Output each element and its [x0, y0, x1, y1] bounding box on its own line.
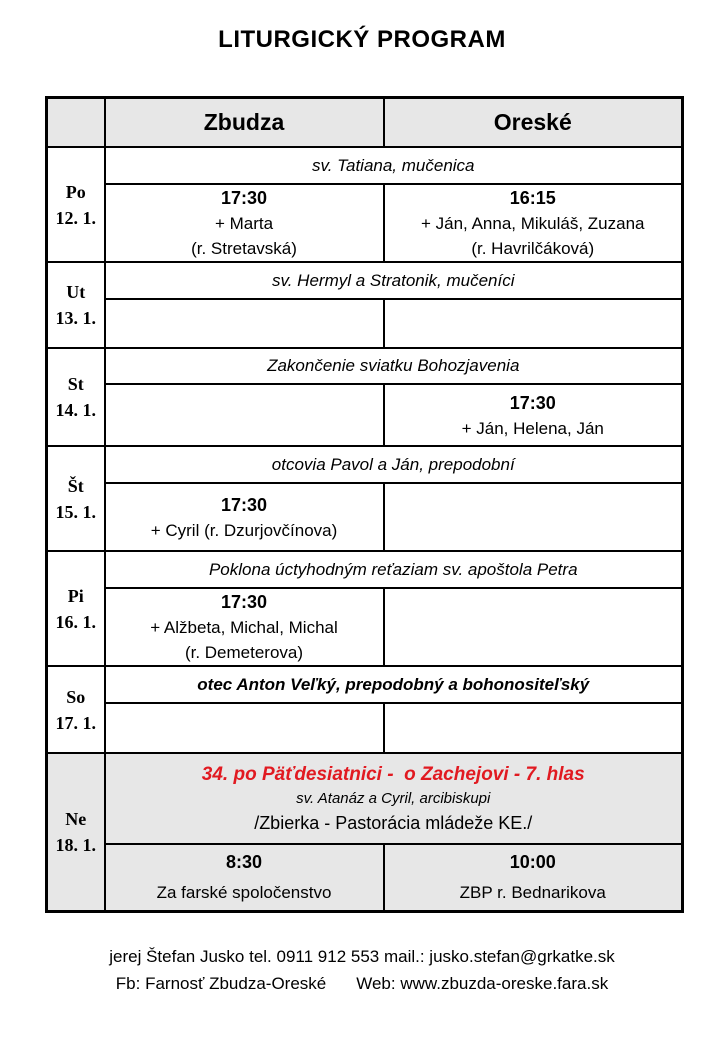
day-cell-stv — [47, 446, 105, 551]
day-abbr: St — [67, 374, 84, 394]
day-row-ut-feast — [47, 262, 683, 299]
day-date: 13. 1. — [55, 308, 96, 328]
zbudza-mass-cell-so — [105, 703, 384, 753]
day-cell-so — [47, 666, 105, 753]
day-row-st-detail — [47, 384, 683, 446]
day-row-po-feast — [47, 147, 683, 184]
zbudza-mass-cell-st — [105, 384, 384, 446]
feast-cell-pi: Poklona úctyhodným reťaziam sv. apoštola Petra — [105, 551, 683, 588]
column-header-oreske: Oreské — [384, 98, 683, 148]
mass-time: 10:00 — [509, 852, 556, 873]
day-row-ut-detail — [47, 299, 683, 348]
mass-intention: + Alžbeta, Michal, Michal — [150, 618, 338, 637]
zbudza-mass-cell-pi — [105, 588, 384, 666]
mass-time: 17:30 — [509, 392, 556, 413]
feast-cell-st: Zakončenie sviatku Bohozjavenia — [105, 348, 683, 384]
zbudza-mass-cell-stv — [105, 483, 384, 551]
mass-time: 17:30 — [220, 494, 268, 515]
zbudza-mass-cell-ut — [105, 299, 384, 348]
feast-cell-so: otec Anton Veľký, prepodobný a bohonositeľský — [105, 666, 683, 703]
mass-intention: + Ján, Helena, Ján — [461, 418, 604, 438]
mass-time: 17:30 — [220, 592, 268, 612]
footer-facebook: Fb: Farnosť Zbudza-Oreské — [115, 973, 327, 993]
footer-contact — [0, 943, 724, 997]
page-title: LITURGICKÝ PROGRAM — [218, 26, 506, 53]
oreske-mass-cell-ut — [384, 299, 683, 348]
day-row-ne-feast — [47, 753, 683, 844]
oreske-mass-cell-so — [384, 703, 683, 753]
day-date: 12. 1. — [55, 207, 96, 228]
day-row-st-feast — [47, 348, 683, 384]
day-abbr: Ne — [65, 808, 87, 829]
day-row-stv-detail — [47, 483, 683, 551]
zbudza-mass-cell-po — [105, 184, 384, 262]
table-header-row — [47, 98, 683, 148]
mass-intention: ZBP r. Bednarikova — [459, 883, 606, 903]
oreske-mass-cell-po — [384, 184, 683, 262]
mass-intention: + Marta — [214, 214, 274, 233]
day-row-pi-detail — [47, 588, 683, 666]
column-header-zbudza: Zbudza — [105, 98, 384, 148]
mass-time: 17:30 — [220, 188, 268, 208]
liturgical-schedule-table — [45, 96, 684, 913]
feast-cell-stv: otcovia Pavol a Ján, prepodobní — [105, 446, 683, 483]
feast-cell-po: sv. Tatiana, mučenica — [105, 147, 683, 184]
feast-cell-ne — [105, 753, 683, 844]
day-row-so-detail — [47, 703, 683, 753]
day-cell-ne — [47, 753, 105, 911]
day-row-so-feast — [47, 666, 683, 703]
mass-intention: Za farské spoločenstvo — [156, 883, 332, 903]
mass-intention: (r. Havrilčáková) — [471, 239, 595, 258]
mass-time: 16:15 — [509, 188, 556, 208]
mass-intention: + Ján, Anna, Mikuláš, Zuzana — [421, 214, 645, 233]
sunday-collection-note: /Zbierka - Pastorácia mládeže KE./ — [254, 813, 533, 833]
sunday-feast-title: 34. po Päťdesiatnici - o Zachejovi - 7. hlas — [201, 764, 585, 785]
day-row-stv-feast — [47, 446, 683, 483]
page — [0, 26, 724, 1050]
day-date: 15. 1. — [55, 501, 96, 522]
day-abbr: So — [66, 686, 86, 707]
day-row-ne-detail — [47, 844, 683, 911]
oreske-mass-cell-st — [384, 384, 683, 446]
day-abbr: Ut — [66, 282, 86, 302]
mass-intention: (r. Demeterova) — [184, 643, 304, 662]
day-date: 18. 1. — [55, 834, 96, 855]
day-cell-ut — [47, 262, 105, 348]
header-empty-cell — [47, 98, 105, 148]
footer-links-line — [0, 970, 724, 997]
oreske-mass-cell-pi — [384, 588, 683, 666]
oreske-mass-cell-stv — [384, 483, 683, 551]
day-abbr: Št — [67, 475, 84, 496]
oreske-mass-cell-ne — [384, 844, 683, 911]
day-cell-st — [47, 348, 105, 446]
day-row-po-detail — [47, 184, 683, 262]
day-cell-po — [47, 147, 105, 262]
mass-time: 8:30 — [225, 852, 263, 873]
day-date: 16. 1. — [55, 611, 96, 632]
day-row-pi-feast — [47, 551, 683, 588]
footer-website: Web: www.zbuzda-oreske.fara.sk — [356, 973, 609, 993]
day-abbr: Po — [65, 181, 86, 202]
feast-cell-ut: sv. Hermyl a Stratonik, mučeníci — [105, 262, 683, 299]
mass-intention: (r. Stretavská) — [191, 239, 297, 258]
mass-intention: + Cyril (r. Dzurjovčínova) — [150, 520, 338, 540]
day-date: 17. 1. — [55, 712, 96, 733]
day-cell-pi — [47, 551, 105, 666]
day-abbr: Pi — [67, 585, 84, 606]
zbudza-mass-cell-ne — [105, 844, 384, 911]
footer-priest-contact: jerej Štefan Jusko tel. 0911 912 553 mail.: jusko.stefan@grkatke.sk — [109, 946, 615, 966]
sunday-feast-saints: sv. Atanáz a Cyril, arcibiskupi — [296, 790, 491, 807]
day-date: 14. 1. — [55, 400, 96, 420]
